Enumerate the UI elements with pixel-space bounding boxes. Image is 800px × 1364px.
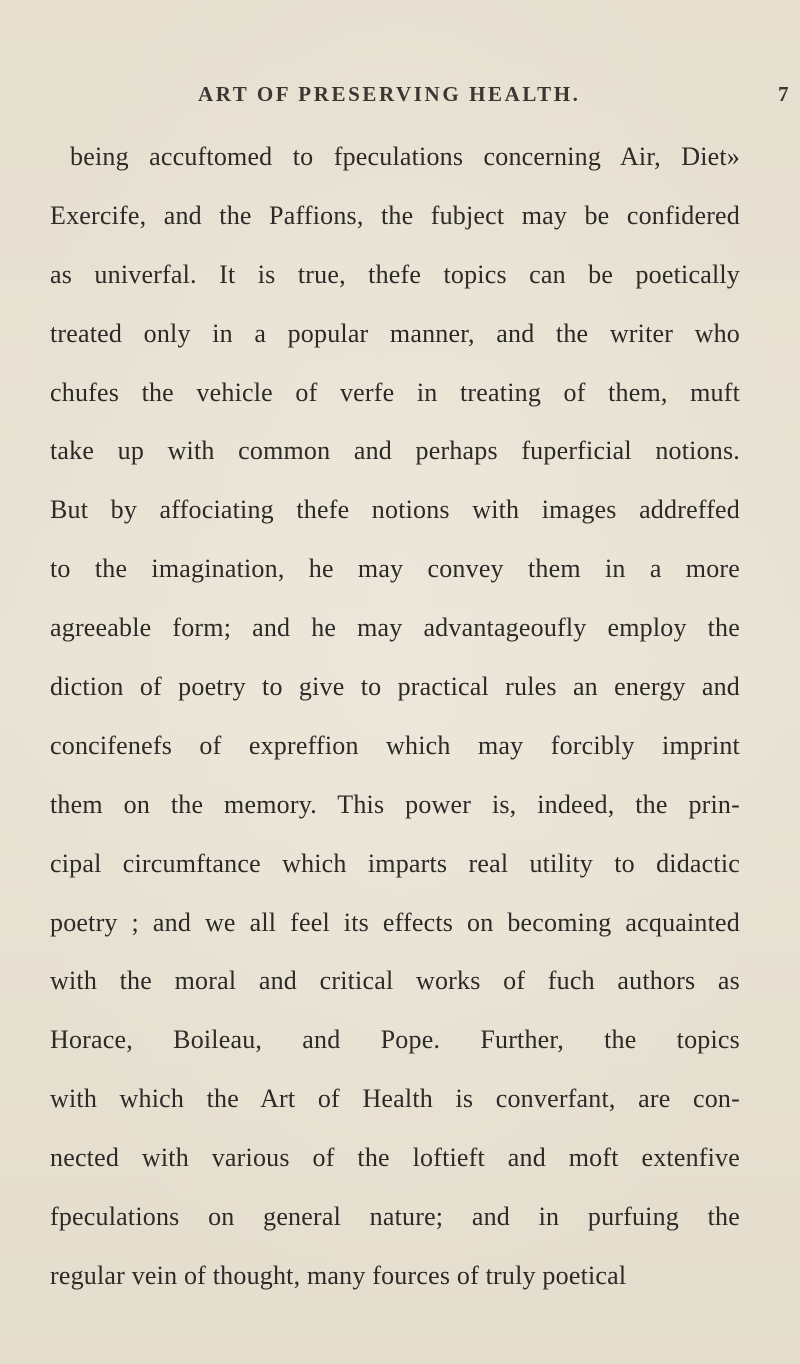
text-line: Exercife, and the Paffions, the fubject may be confidered (50, 200, 740, 230)
text-line: Horace, Boileau, and Pope. Further, the topics (50, 1025, 740, 1055)
body-text (50, 128, 740, 1306)
text-line: concifenefs of expreffion which may forcibly imprint (50, 730, 740, 760)
text-line: treated only in a popular manner, and the writer who (50, 318, 740, 348)
text-line: regular vein of thought, many fources of truly poetical (50, 1260, 627, 1290)
text-line: nected with various of the loftieft and moft extenfive (50, 1143, 740, 1173)
text-line: diction of poetry to give to practical rules an energy and (50, 672, 740, 702)
page-number: 7 (778, 82, 789, 106)
running-head (0, 82, 800, 112)
text-line: But by affociating thefe notions with images addreffed (50, 495, 740, 525)
text-line: poetry ; and we all feel its effects on becoming acquainted (50, 907, 740, 937)
text-line: take up with common and perhaps fuperficial notions. (50, 436, 740, 466)
text-line: them on the memory. This power is, indeed, the prin- (50, 789, 740, 819)
text-line: being accuftomed to fpeculations concerning Air, Diet» (70, 142, 740, 171)
text-line: cipal circumftance which imparts real utility to didactic (50, 848, 740, 878)
text-line: fpeculations on general nature; and in purfuing the (50, 1202, 740, 1232)
text-line: as univerfal. It is true, thefe topics can be poetically (50, 259, 740, 289)
text-line: with which the Art of Health is converfant, are con- (50, 1084, 740, 1114)
running-title: ART OF PRESERVING HEALTH. (198, 82, 581, 106)
text-line: to the imagination, he may convey them in a more (50, 554, 740, 584)
text-line: agreeable form; and he may advantageoufly employ the (50, 613, 740, 643)
text-line: with the moral and critical works of fuch authors as (50, 966, 740, 996)
text-line: chufes the vehicle of verfe in treating of them, muft (50, 377, 740, 407)
